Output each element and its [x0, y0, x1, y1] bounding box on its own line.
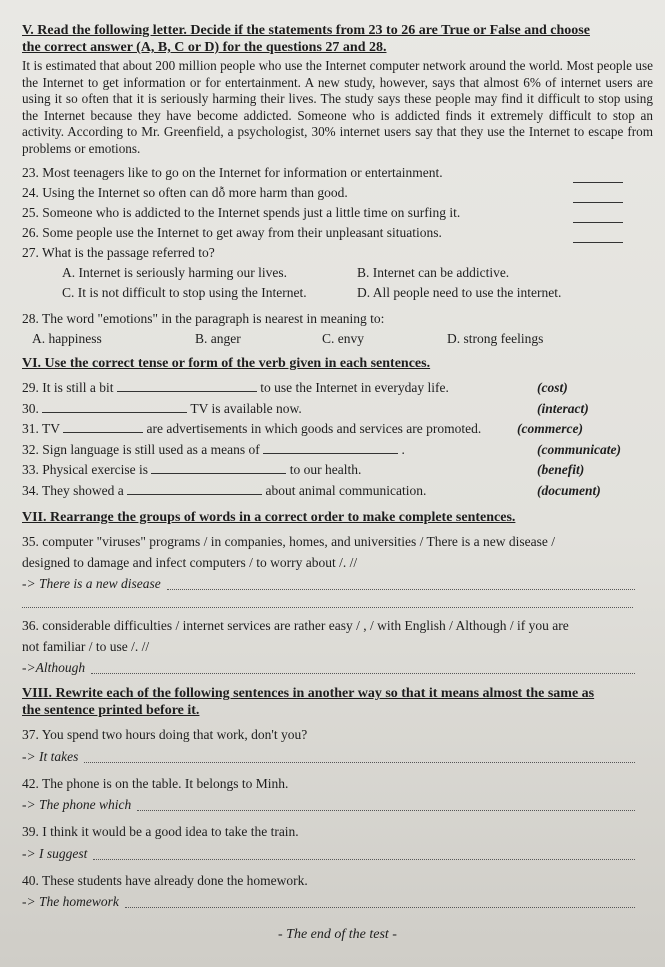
answer-blank[interactable]: [573, 210, 623, 223]
verb-hint: (benefit): [537, 462, 585, 477]
verb-hint: (commerce): [517, 421, 583, 436]
reading-passage: It is estimated that about 200 million people who use the Internet computer network around the world. Most people use the Internet to get information or for entertainment. A new study, however, says that almost 6% of internet users are using it so often that it is seriously harming their lives. The study says these people may find it difficult to stop using the Internet because they have become addicted. Someone who is addicted finds it extremely difficult to stop an activity. According to Mr. Greenfield, a psychologist, 30% internet users say that they use the Internet to escape from problems or emotions.: [22, 58, 653, 156]
end-of-test: - The end of the test -: [278, 927, 397, 942]
rewrite-item: 39. I think it would be a good idea to take the train. -> I suggest: [22, 822, 653, 865]
answer-blank[interactable]: [573, 230, 623, 243]
verb-hint: (communicate): [537, 441, 621, 457]
answer-blank[interactable]: [151, 461, 286, 474]
answer-line[interactable]: -> I suggest: [22, 843, 653, 865]
option-d[interactable]: D. strong feelings: [447, 331, 544, 346]
verb-form-item: 34. They showed a about animal communication. (document): [22, 481, 653, 502]
option-a[interactable]: A. Internet is seriously harming our lives.: [62, 265, 287, 280]
answer-blank[interactable]: [127, 482, 262, 495]
option-d[interactable]: D. All people need to use the internet.: [357, 285, 562, 300]
question-27-options-row1: [22, 263, 653, 283]
tf-item: 25. Someone who is addicted to the Internet spends just a little time on surfing it.: [22, 203, 653, 223]
tf-item: 24. Using the Internet so often can dỗ more harm than good.: [22, 183, 653, 203]
tf-item: 26. Some people use the Internet to get away from their unpleasant situations.: [22, 223, 653, 243]
answer-line[interactable]: -> The phone which: [22, 794, 653, 816]
answer-blank[interactable]: [573, 170, 623, 183]
verb-form-list: [22, 378, 653, 501]
verb-form-item: 31. TV are advertisements in which goods and services are promoted. (commerce): [22, 419, 653, 440]
section-5-heading: V. Read the following letter. Decide if the statements from 23 to 26 are True or False and choose the correct answer (A, B, C or D) for the questions 27 and 28.: [22, 23, 590, 55]
verb-hint: (document): [537, 482, 601, 498]
verb-hint: (interact): [537, 400, 589, 416]
rewrite-item: 42. The phone is on the table. It belongs to Minh. -> The phone which: [22, 774, 653, 817]
verb-form-item: 30. TV is available now. (interact): [22, 399, 653, 420]
verb-form-item: 29. It is still a bit to use the Internet in everyday life. (cost): [22, 378, 653, 399]
question-28-stem: 28. The word "emotions" in the paragraph is nearest in meaning to:: [22, 311, 385, 326]
verb-hint: (cost): [537, 380, 568, 395]
option-c[interactable]: C. It is not difficult to stop using the Internet.: [62, 285, 307, 300]
answer-line[interactable]: -> There is a new disease: [22, 573, 653, 595]
answer-line[interactable]: -> It takes: [22, 746, 653, 768]
section-8-heading: VIII. Rewrite each of the following sentences in another way so that it means almost the same as the sentence printed before it.: [22, 686, 595, 718]
answer-blank[interactable]: [42, 400, 187, 413]
answer-blank[interactable]: [117, 379, 257, 392]
option-b[interactable]: B. Internet can be addictive.: [357, 265, 510, 280]
verb-form-item: 33. Physical exercise is to our health. (benefit): [22, 460, 653, 481]
section-7-heading: VII. Rearrange the groups of words in a correct order to make complete sentences.: [22, 510, 516, 525]
question-28-options: [22, 329, 653, 349]
section-6-heading: VI. Use the correct tense or form of the verb given in each sentences.: [22, 356, 431, 371]
true-false-list: [22, 163, 653, 243]
tf-item: 23. Most teenagers like to go on the Internet for information or entertainment.: [22, 163, 653, 183]
answer-line[interactable]: -> The homework: [22, 891, 653, 913]
rewrite-item: 37. You spend two hours doing that work, don't you? -> It takes: [22, 725, 653, 768]
answer-blank[interactable]: [63, 420, 143, 433]
question-36: 36. considerable difficulties / internet services are rather easy / , / with English / Although / if you are not familiar / to use /. // ->Although: [22, 616, 653, 679]
option-b[interactable]: B. anger: [195, 331, 241, 346]
option-c[interactable]: C. envy: [322, 331, 364, 346]
answer-line-continued[interactable]: [22, 595, 633, 608]
option-a[interactable]: A. happiness: [32, 331, 102, 346]
question-27-stem: 27. What is the passage referred to?: [22, 245, 215, 260]
answer-blank[interactable]: [573, 190, 623, 203]
question-27-options-row2: [22, 283, 653, 303]
rewrite-list: [22, 725, 653, 913]
answer-blank[interactable]: [263, 441, 398, 454]
verb-form-item: 32. Sign language is still used as a means of . (communicate): [22, 440, 653, 461]
answer-line[interactable]: ->Although: [22, 657, 653, 679]
rewrite-item: 40. These students have already done the homework. -> The homework: [22, 871, 653, 914]
question-35: 35. computer "viruses" programs / in companies, homes, and universities / There is a new disease / designed to damage and infect computers / to worry about /. // -> There is a new disease: [22, 532, 653, 608]
